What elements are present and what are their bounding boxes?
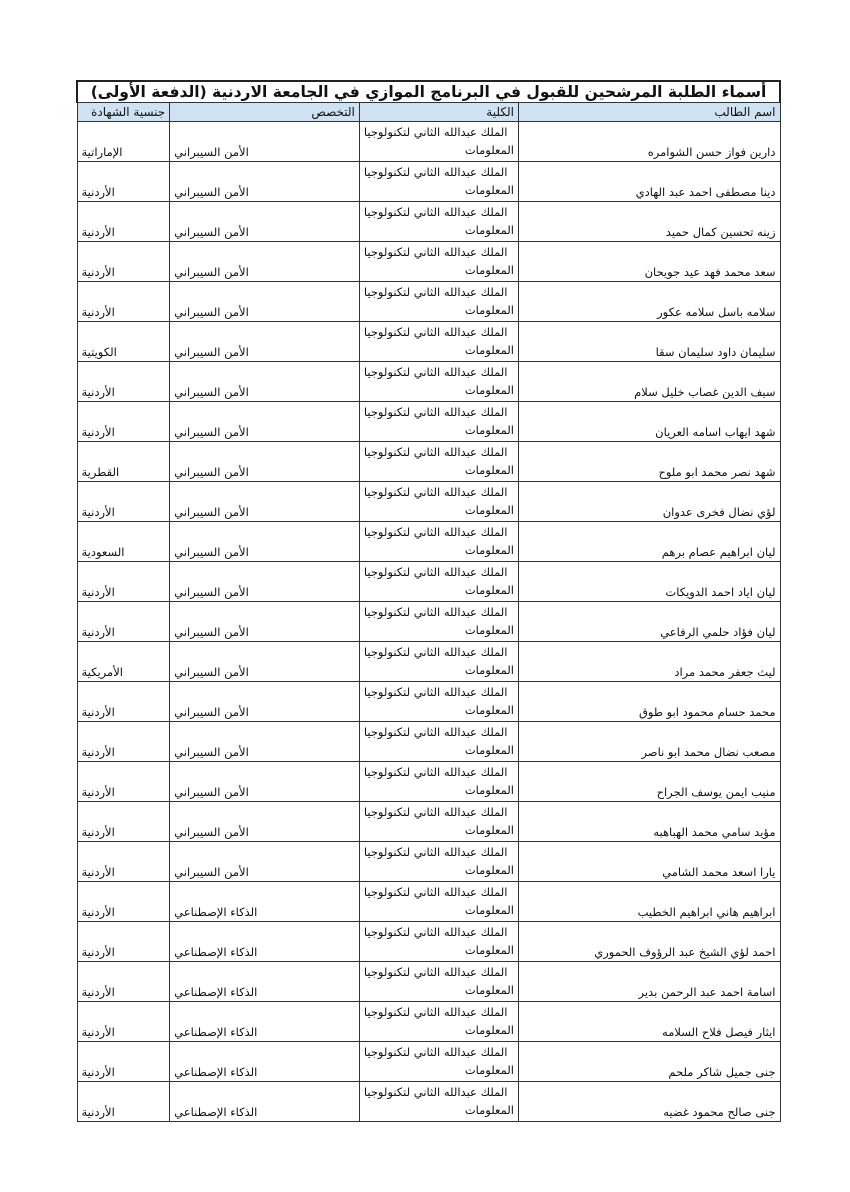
college-line-1: الملك عبدالله الثاني لتكنولوجيا <box>363 645 508 659</box>
nationality-cell: الكويتية <box>77 322 170 362</box>
college-line-1: الملك عبدالله الثاني لتكنولوجيا <box>363 525 508 539</box>
college-cell <box>359 322 518 362</box>
college-line-2: المعلومات <box>464 463 514 477</box>
nationality-cell: الأردنية <box>77 882 170 922</box>
student-name-cell: ابراهيم هاني ابراهيم الخطيب <box>518 882 780 922</box>
college-line-2: المعلومات <box>464 943 514 957</box>
college-line-2: المعلومات <box>464 823 514 837</box>
college-line-1: الملك عبدالله الثاني لتكنولوجيا <box>363 1045 508 1059</box>
student-name-cell: يارا اسعد محمد الشامي <box>518 842 780 882</box>
nationality-cell: الأردنية <box>77 602 170 642</box>
page-title: أسماء الطلبة المرشحين للقبول في البرنامج الموازي في الجامعة الاردنية (الدفعة الأولى) <box>77 81 780 103</box>
nationality-cell: الأمريكية <box>77 642 170 682</box>
college-line-2: المعلومات <box>464 703 514 717</box>
header-major: التخصص <box>170 103 360 122</box>
college-line-2: المعلومات <box>464 783 514 797</box>
student-name-cell: شهد نصر محمد ابو ملوح <box>518 442 780 482</box>
college-cell <box>359 282 518 322</box>
major-cell: الأمن السيبراني <box>170 362 360 402</box>
major-cell: الأمن السيبراني <box>170 162 360 202</box>
major-cell: الأمن السيبراني <box>170 482 360 522</box>
table-row <box>77 882 780 922</box>
college-cell <box>359 122 518 162</box>
student-name-cell: دينا مصطفى احمد عبد الهادي <box>518 162 780 202</box>
college-line-1: الملك عبدالله الثاني لتكنولوجيا <box>363 365 508 379</box>
college-line-2: المعلومات <box>464 663 514 677</box>
student-name-cell: سليمان داود سليمان سقا <box>518 322 780 362</box>
table-row <box>77 1002 780 1042</box>
table-row <box>77 402 780 442</box>
student-name-cell: شهد ايهاب اسامه العريان <box>518 402 780 442</box>
college-line-1: الملك عبدالله الثاني لتكنولوجيا <box>363 485 508 499</box>
college-line-1: الملك عبدالله الثاني لتكنولوجيا <box>363 925 508 939</box>
college-line-1: الملك عبدالله الثاني لتكنولوجيا <box>363 245 508 259</box>
nationality-cell: الأردنية <box>77 482 170 522</box>
table-header-row <box>77 103 780 122</box>
nationality-cell: الأردنية <box>77 162 170 202</box>
college-line-2: المعلومات <box>464 623 514 637</box>
major-cell: الذكاء الإصطناعي <box>170 962 360 1002</box>
table-row <box>77 962 780 1002</box>
college-cell <box>359 802 518 842</box>
college-line-2: المعلومات <box>464 343 514 357</box>
table-row <box>77 682 780 722</box>
major-cell: الأمن السيبراني <box>170 322 360 362</box>
college-cell <box>359 362 518 402</box>
college-cell <box>359 922 518 962</box>
table-row <box>77 322 780 362</box>
student-name-cell: احمد لؤي الشيخ عبد الرؤوف الحموري <box>518 922 780 962</box>
student-name-cell: سعد محمد فهد عيد جويحان <box>518 242 780 282</box>
college-line-1: الملك عبدالله الثاني لتكنولوجيا <box>363 565 508 579</box>
college-line-2: المعلومات <box>464 303 514 317</box>
college-cell <box>359 722 518 762</box>
college-line-2: المعلومات <box>464 383 514 397</box>
table-row <box>77 162 780 202</box>
college-line-2: المعلومات <box>464 1063 514 1077</box>
nationality-cell: الأردنية <box>77 962 170 1002</box>
major-cell: الأمن السيبراني <box>170 842 360 882</box>
header-certificate-nationality: جنسية الشهادة <box>77 103 170 122</box>
table-row <box>77 122 780 162</box>
table-row <box>77 842 780 882</box>
nationality-cell: الأردنية <box>77 282 170 322</box>
table-row <box>77 362 780 402</box>
table-row <box>77 202 780 242</box>
college-line-1: الملك عبدالله الثاني لتكنولوجيا <box>363 605 508 619</box>
nationality-cell: الأردنية <box>77 362 170 402</box>
college-cell <box>359 882 518 922</box>
major-cell: الأمن السيبراني <box>170 242 360 282</box>
table-row <box>77 442 780 482</box>
nationality-cell: الأردنية <box>77 202 170 242</box>
student-name-cell: مصعب نضال محمد ابو ناصر <box>518 722 780 762</box>
college-line-1: الملك عبدالله الثاني لتكنولوجيا <box>363 885 508 899</box>
college-line-1: الملك عبدالله الثاني لتكنولوجيا <box>363 1005 508 1019</box>
college-line-2: المعلومات <box>464 503 514 517</box>
table-row <box>77 282 780 322</box>
college-cell <box>359 682 518 722</box>
table-row <box>77 522 780 562</box>
admission-list-sheet <box>76 80 781 1122</box>
college-line-1: الملك عبدالله الثاني لتكنولوجيا <box>363 965 508 979</box>
major-cell: الأمن السيبراني <box>170 562 360 602</box>
major-cell: الأمن السيبراني <box>170 442 360 482</box>
major-cell: الأمن السيبراني <box>170 722 360 762</box>
student-name-cell: لؤي نضال فخرى عدوان <box>518 482 780 522</box>
header-college: الكلية <box>359 103 518 122</box>
college-cell <box>359 1042 518 1082</box>
student-name-cell: اسامة احمد عبد الرحمن بدير <box>518 962 780 1002</box>
college-line-1: الملك عبدالله الثاني لتكنولوجيا <box>363 205 508 219</box>
major-cell: الأمن السيبراني <box>170 642 360 682</box>
major-cell: الأمن السيبراني <box>170 762 360 802</box>
college-line-2: المعلومات <box>464 183 514 197</box>
nationality-cell: الأردنية <box>77 802 170 842</box>
student-name-cell: ليان ابراهيم عصام برهم <box>518 522 780 562</box>
college-cell <box>359 402 518 442</box>
nationality-cell: الإماراتية <box>77 122 170 162</box>
college-cell <box>359 842 518 882</box>
student-name-cell: سلامه باسل سلامه عكور <box>518 282 780 322</box>
table-row <box>77 642 780 682</box>
student-name-cell: زينه تحسين كمال حميد <box>518 202 780 242</box>
college-line-2: المعلومات <box>464 543 514 557</box>
college-cell <box>359 442 518 482</box>
major-cell: الذكاء الإصطناعي <box>170 1002 360 1042</box>
student-name-cell: ليث جعفر محمد مراد <box>518 642 780 682</box>
nationality-cell: الأردنية <box>77 682 170 722</box>
student-name-cell: سيف الدين غصاب خليل سلام <box>518 362 780 402</box>
college-cell <box>359 522 518 562</box>
student-name-cell: دارين فواز حسن الشوامره <box>518 122 780 162</box>
nationality-cell: الأردنية <box>77 1082 170 1122</box>
major-cell: الذكاء الإصطناعي <box>170 1042 360 1082</box>
college-line-2: المعلومات <box>464 223 514 237</box>
college-cell <box>359 1002 518 1042</box>
college-line-1: الملك عبدالله الثاني لتكنولوجيا <box>363 125 508 139</box>
nationality-cell: الأردنية <box>77 922 170 962</box>
college-line-2: المعلومات <box>464 143 514 157</box>
nationality-cell: الأردنية <box>77 242 170 282</box>
college-line-2: المعلومات <box>464 983 514 997</box>
major-cell: الأمن السيبراني <box>170 802 360 842</box>
college-cell <box>359 162 518 202</box>
table-row <box>77 1082 780 1122</box>
table-row <box>77 1042 780 1082</box>
table-row <box>77 802 780 842</box>
college-line-2: المعلومات <box>464 1103 514 1117</box>
college-line-1: الملك عبدالله الثاني لتكنولوجيا <box>363 405 508 419</box>
college-line-1: الملك عبدالله الثاني لتكنولوجيا <box>363 325 508 339</box>
nationality-cell: الأردنية <box>77 1002 170 1042</box>
college-cell <box>359 602 518 642</box>
college-line-2: المعلومات <box>464 583 514 597</box>
nationality-cell: الأردنية <box>77 1042 170 1082</box>
major-cell: الأمن السيبراني <box>170 122 360 162</box>
table-row <box>77 602 780 642</box>
nationality-cell: الأردنية <box>77 842 170 882</box>
table-row <box>77 482 780 522</box>
college-cell <box>359 642 518 682</box>
header-student-name: اسم الطالب <box>518 103 780 122</box>
major-cell: الأمن السيبراني <box>170 282 360 322</box>
college-line-1: الملك عبدالله الثاني لتكنولوجيا <box>363 165 508 179</box>
college-line-1: الملك عبدالله الثاني لتكنولوجيا <box>363 725 508 739</box>
college-line-1: الملك عبدالله الثاني لتكنولوجيا <box>363 805 508 819</box>
college-line-2: المعلومات <box>464 743 514 757</box>
table-body <box>77 122 780 1122</box>
college-cell <box>359 962 518 1002</box>
college-cell <box>359 1082 518 1122</box>
table-row <box>77 922 780 962</box>
major-cell: الأمن السيبراني <box>170 602 360 642</box>
college-cell <box>359 562 518 602</box>
student-name-cell: منيب ايمن يوسف الجراح <box>518 762 780 802</box>
college-line-2: المعلومات <box>464 863 514 877</box>
student-name-cell: ليان فؤاد حلمي الرفاعي <box>518 602 780 642</box>
college-line-1: الملك عبدالله الثاني لتكنولوجيا <box>363 285 508 299</box>
college-cell <box>359 762 518 802</box>
college-line-2: المعلومات <box>464 1023 514 1037</box>
college-line-1: الملك عبدالله الثاني لتكنولوجيا <box>363 685 508 699</box>
student-name-cell: جنى جميل شاكر ملحم <box>518 1042 780 1082</box>
table-row <box>77 722 780 762</box>
student-name-cell: جنى صالح محمود غضيه <box>518 1082 780 1122</box>
table-row <box>77 242 780 282</box>
college-line-1: الملك عبدالله الثاني لتكنولوجيا <box>363 765 508 779</box>
college-cell <box>359 202 518 242</box>
major-cell: الذكاء الإصطناعي <box>170 922 360 962</box>
nationality-cell: القطرية <box>77 442 170 482</box>
major-cell: الأمن السيبراني <box>170 202 360 242</box>
college-line-1: الملك عبدالله الثاني لتكنولوجيا <box>363 1085 508 1099</box>
students-table <box>76 80 781 1122</box>
student-name-cell: مؤيد سامي محمد الهباهبه <box>518 802 780 842</box>
major-cell: الأمن السيبراني <box>170 522 360 562</box>
student-name-cell: ايثار فيصل فلاح السلامه <box>518 1002 780 1042</box>
major-cell: الأمن السيبراني <box>170 682 360 722</box>
college-cell <box>359 242 518 282</box>
nationality-cell: الأردنية <box>77 562 170 602</box>
major-cell: الذكاء الإصطناعي <box>170 882 360 922</box>
nationality-cell: الأردنية <box>77 402 170 442</box>
college-line-2: المعلومات <box>464 903 514 917</box>
student-name-cell: ليان اياد احمد الدويكات <box>518 562 780 602</box>
major-cell: الأمن السيبراني <box>170 402 360 442</box>
college-line-2: المعلومات <box>464 263 514 277</box>
college-cell <box>359 482 518 522</box>
nationality-cell: الأردنية <box>77 722 170 762</box>
table-row <box>77 562 780 602</box>
table-row <box>77 762 780 802</box>
nationality-cell: السعودية <box>77 522 170 562</box>
college-line-1: الملك عبدالله الثاني لتكنولوجيا <box>363 845 508 859</box>
college-line-2: المعلومات <box>464 423 514 437</box>
student-name-cell: محمد حسام محمود ابو طوق <box>518 682 780 722</box>
college-line-1: الملك عبدالله الثاني لتكنولوجيا <box>363 445 508 459</box>
nationality-cell: الأردنية <box>77 762 170 802</box>
major-cell: الذكاء الإصطناعي <box>170 1082 360 1122</box>
